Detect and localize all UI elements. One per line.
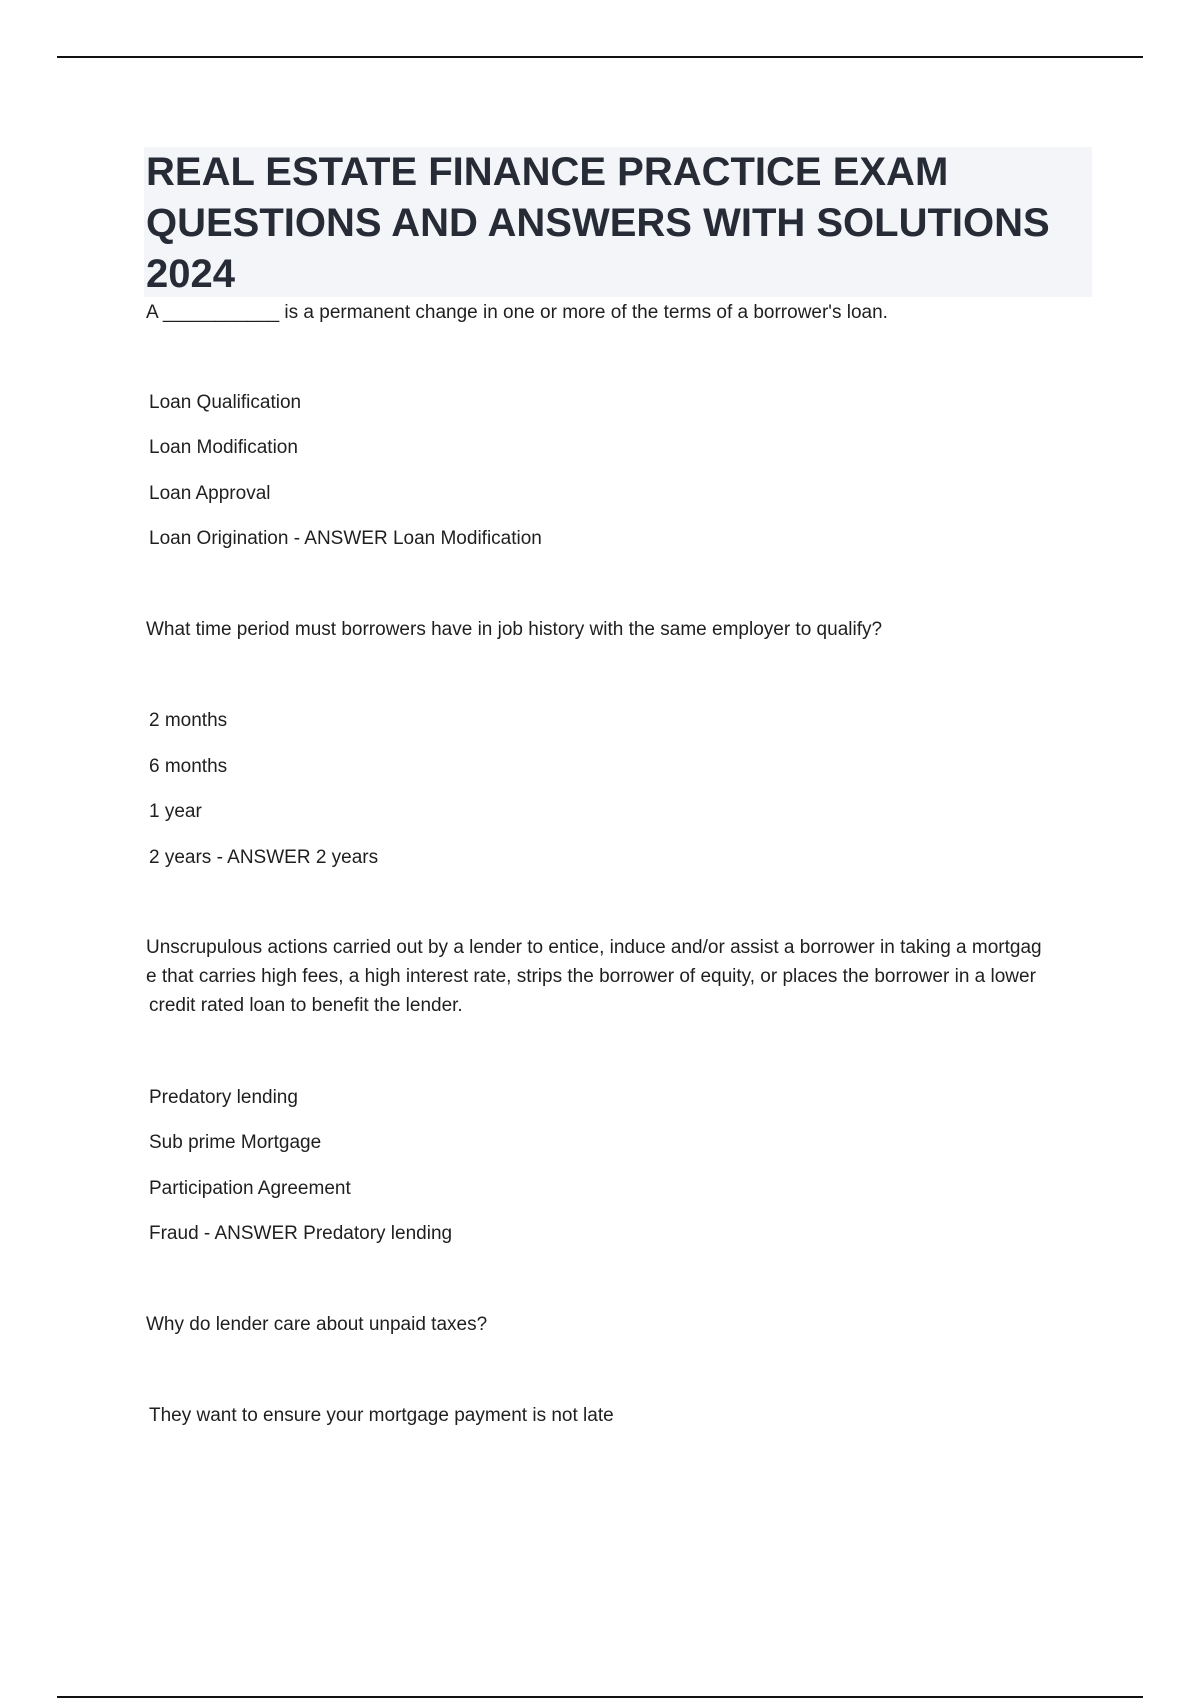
question-3-option-3: Participation Agreement xyxy=(149,1178,351,1199)
question-1-text: A ___________ is a permanent change in one or more of the terms of a borrower's loan. xyxy=(146,302,888,323)
question-3-text-line-3: credit rated loan to benefit the lender. xyxy=(149,995,463,1016)
top-rule xyxy=(57,56,1143,58)
question-4-answer: They want to ensure your mortgage payment is not late xyxy=(149,1405,614,1426)
question-3-option-2: Sub prime Mortgage xyxy=(149,1132,322,1153)
question-1-option-4-answer: Loan Origination - ANSWER Loan Modification xyxy=(149,528,542,549)
question-3-text-line-2: e that carries high fees, a high interest rate, strips the borrower of equity, or places the borrower in a lower xyxy=(146,966,1036,987)
bottom-rule xyxy=(57,1696,1143,1698)
question-4-text: Why do lender care about unpaid taxes? xyxy=(146,1314,488,1335)
question-3-text-line-1: Unscrupulous actions carried out by a lender to entice, induce and/or assist a borrower in taking a mortgag xyxy=(146,937,1042,958)
question-1-option-2: Loan Modification xyxy=(149,437,298,458)
question-1-option-3: Loan Approval xyxy=(149,483,271,504)
document-title: REAL ESTATE FINANCE PRACTICE EXAM QUESTIONS AND ANSWERS WITH SOLUTIONS 2024 xyxy=(146,150,1050,296)
question-2-option-1: 2 months xyxy=(149,710,228,731)
question-2-text: What time period must borrowers have in job history with the same employer to qualify? xyxy=(146,619,883,640)
question-3-option-1: Predatory lending xyxy=(149,1087,298,1108)
question-3-option-4-answer: Fraud - ANSWER Predatory lending xyxy=(149,1223,453,1244)
question-1-option-1: Loan Qualification xyxy=(149,392,302,413)
question-2-option-4-answer: 2 years - ANSWER 2 years xyxy=(149,847,379,868)
question-2-option-2: 6 months xyxy=(149,756,228,777)
question-2-option-3: 1 year xyxy=(149,801,202,822)
